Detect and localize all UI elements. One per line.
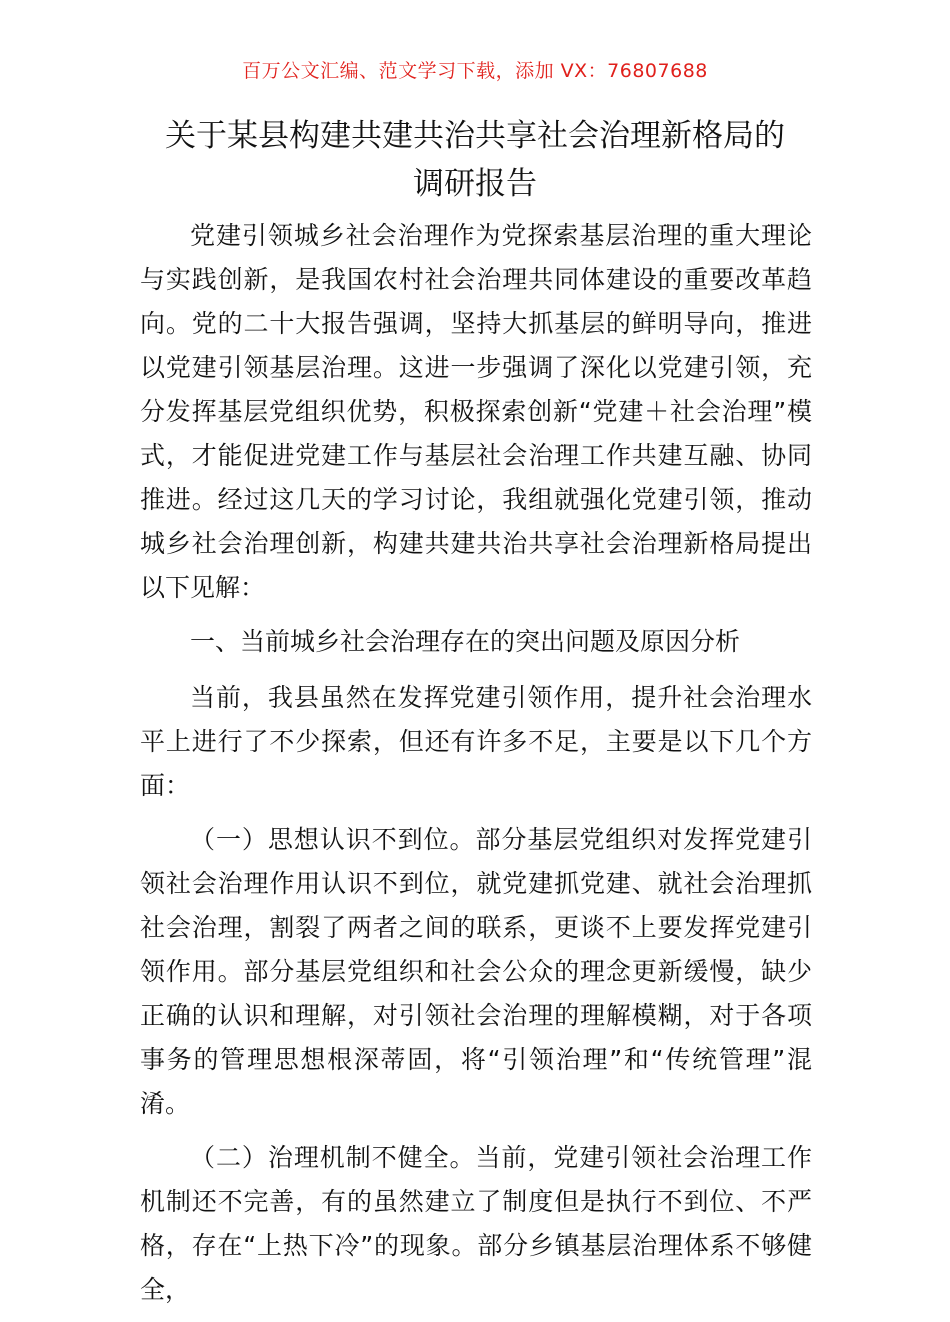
paragraph-current-status: 当前，我县虽然在发挥党建引领作用，提升社会治理水平上进行了不少探索，但还有许多不足，主要是以下几个方面：: [140, 683, 812, 800]
document-title: [120, 112, 830, 208]
section-heading-1: 一、当前城乡社会治理存在的突出问题及原因分析: [190, 627, 741, 656]
paragraph-issue-2: （二）治理机制不健全。当前，党建引领社会治理工作机制还不完善，有的虽然建立了制度但是执行不到位、不严格，存在“上热下冷”的现象。部分乡镇基层治理体系不够健全，: [140, 1143, 812, 1304]
document-body: [140, 214, 812, 1322]
title-line-1: 关于某县构建共建共治共享社会治理新格局的: [165, 118, 785, 154]
title-line-2: 调研报告: [413, 166, 537, 202]
paragraph-issue-1: （一）思想认识不到位。部分基层党组织对发挥党建引领社会治理作用认识不到位，就党建抓党建、就社会治理抓社会治理，割裂了两者之间的联系，更谈不上要发挥党建引领作用。部分基层党组织和社会公众的理念更新缓慢，缺少正确的认识和理解，对引领社会治理的理解模糊，对于各项事务的管理思想根深蒂固，将“引领治理”和“传统管理”混淆。: [140, 825, 812, 1118]
header-watermark-note: 百万公文汇编、范文学习下载，添加 VX：76807688: [242, 60, 708, 82]
paragraph-intro: 党建引领城乡社会治理作为党探索基层治理的重大理论与实践创新，是我国农村社会治理共同体建设的重要改革趋向。党的二十大报告强调，坚持大抓基层的鲜明导向，推进以党建引领基层治理。这进一步强调了深化以党建引领，充分发挥基层党组织优势，积极探索创新“党建＋社会治理”模式，才能促进党建工作与基层社会治理工作共建互融、协同推进。经过这几天的学习讨论，我组就强化党建引领，推动城乡社会治理创新，构建共建共治共享社会治理新格局提出以下见解：: [140, 221, 812, 602]
